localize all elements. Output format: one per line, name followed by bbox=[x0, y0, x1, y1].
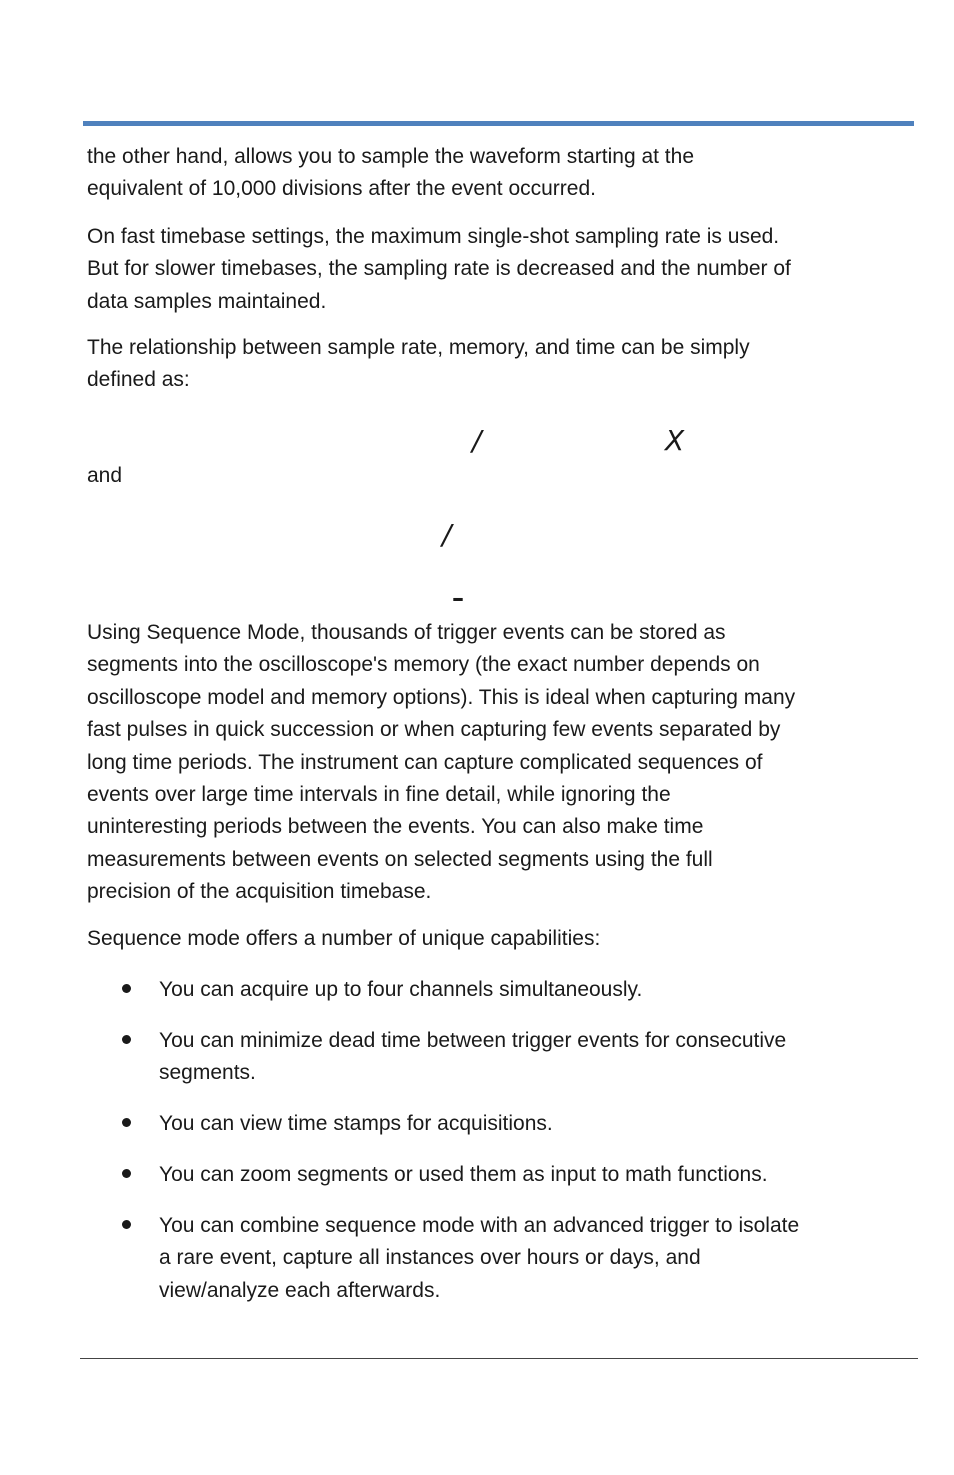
text-line: You can zoom segments or used them as input to math functions. bbox=[159, 1163, 768, 1187]
text-line: and bbox=[87, 464, 123, 487]
text-line: segments into the oscilloscope's memory (the exact number depends on bbox=[87, 653, 760, 677]
text-line: You can view time stamps for acquisitions. bbox=[159, 1112, 553, 1136]
formula-2-divide-symbol: / bbox=[442, 518, 452, 551]
text-line: uninteresting periods between the events. You can also make time bbox=[87, 815, 704, 839]
paragraph-sampling-rate bbox=[87, 221, 915, 318]
text-line: segments. bbox=[159, 1061, 256, 1085]
list-item bbox=[87, 1210, 915, 1307]
text-line: events over large time intervals in fine detail, while ignoring the bbox=[87, 783, 671, 807]
text-line: the other hand, allows you to sample the waveform starting at the bbox=[87, 145, 695, 168]
header-rule bbox=[83, 121, 914, 126]
paragraph-sequence-mode bbox=[87, 617, 915, 909]
text-line: data samples maintained. bbox=[87, 289, 327, 313]
bullet-icon bbox=[122, 1169, 131, 1178]
bullet-icon bbox=[122, 1035, 131, 1044]
formula-3-minus-symbol: – bbox=[452, 584, 464, 612]
text-line: You can acquire up to four channels simultaneously. bbox=[159, 978, 643, 1001]
formula-1-multiply-symbol: X bbox=[665, 424, 685, 457]
bullet-icon bbox=[122, 1118, 131, 1127]
text-line: equivalent of 10,000 divisions after the event occurred. bbox=[87, 177, 596, 201]
text-line: You can combine sequence mode with an advanced trigger to isolate bbox=[159, 1214, 800, 1238]
paragraph-and bbox=[87, 460, 915, 492]
text-line: fast pulses in quick succession or when capturing few events separated by bbox=[87, 718, 781, 742]
bullet-icon bbox=[122, 1220, 131, 1229]
text-line: But for slower timebases, the sampling rate is decreased and the number of bbox=[87, 257, 791, 281]
list-item bbox=[87, 1025, 915, 1090]
text-line: measurements between events on selected segments using the full bbox=[87, 847, 713, 871]
formula-1-divide-symbol: / bbox=[472, 424, 482, 457]
capabilities-list bbox=[87, 974, 915, 1326]
text-line: oscilloscope model and memory options). This is ideal when capturing many bbox=[87, 685, 796, 709]
text-line: view/analyze each afterwards. bbox=[159, 1278, 441, 1302]
text-line: defined as: bbox=[87, 368, 190, 392]
list-item bbox=[87, 1108, 915, 1140]
footer-rule bbox=[80, 1358, 918, 1359]
text-line: precision of the acquisition timebase. bbox=[87, 880, 432, 904]
paragraph-timebase-offset bbox=[87, 141, 915, 206]
text-line: long time periods. The instrument can capture complicated sequences of bbox=[87, 750, 763, 774]
text-line: a rare event, capture all instances over hours or days, and bbox=[159, 1246, 701, 1270]
text-line: Sequence mode offers a number of unique capabilities: bbox=[87, 927, 601, 950]
text-line: The relationship between sample rate, memory, and time can be simply bbox=[87, 336, 750, 359]
bullet-icon bbox=[122, 984, 131, 993]
text-line: Using Sequence Mode, thousands of trigger events can be stored as bbox=[87, 621, 726, 644]
paragraph-relationship bbox=[87, 332, 915, 397]
text-line: On fast timebase settings, the maximum single-shot sampling rate is used. bbox=[87, 225, 780, 248]
text-line: You can minimize dead time between trigger events for consecutive bbox=[159, 1028, 787, 1052]
paragraph-capabilities-intro bbox=[87, 923, 915, 955]
list-item bbox=[87, 974, 915, 1006]
list-item bbox=[87, 1159, 915, 1191]
